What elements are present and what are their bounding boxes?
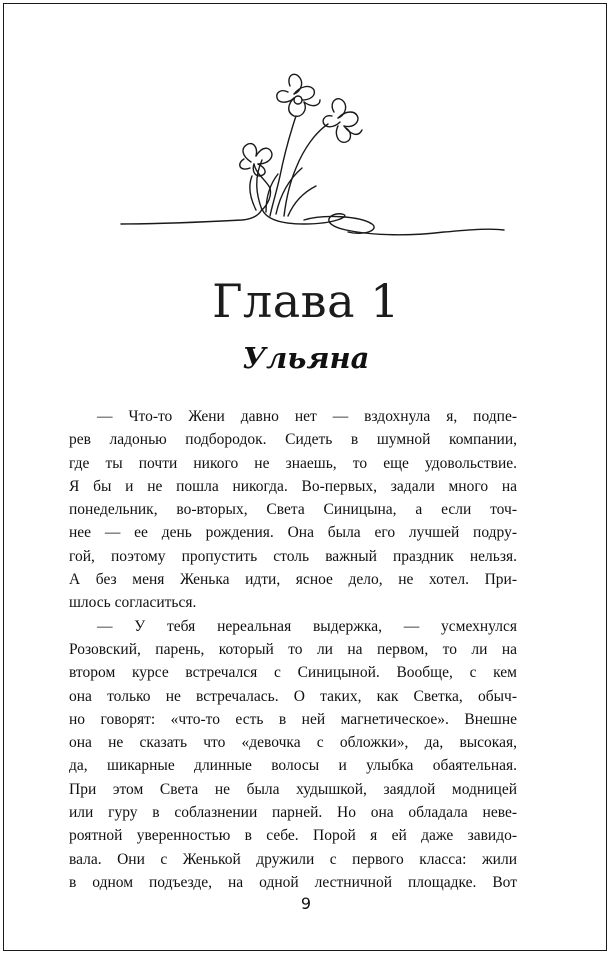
text-line: где ты почти никого не знаешь, то еще удовольствие. bbox=[69, 454, 517, 472]
text-line: А без меня Женька идти, ясное дело, не хотел. При- bbox=[69, 571, 517, 589]
text-line: роятной уверенностью в себе. Порой я ей даже завидо- bbox=[69, 827, 517, 845]
text-line: понедельник, во-вторых, Света Синицына, а если точ- bbox=[69, 501, 517, 519]
text-line: или гуру в соблазнении парней. Но она обладала неве- bbox=[69, 804, 517, 822]
book-page bbox=[3, 3, 607, 951]
text-line: гой, поэтому пропустить столь важный праздник нельзя. bbox=[69, 547, 517, 565]
text-line: Я бы и не пошла никогда. Во-первых, задали много на bbox=[69, 477, 517, 495]
text-line: — У тебя нереальная выдержка, — усмехнулся bbox=[97, 617, 517, 635]
text-line: — Что-то Жени давно нет — вздохнула я, подпе- bbox=[97, 408, 517, 425]
text-line: но говорят: «что-то есть в ней магнетическое». Внешне bbox=[69, 710, 517, 728]
text-line: она не сказать что «девочка с обложки», да, высокая, bbox=[69, 734, 517, 752]
text-line: шлось согласиться. bbox=[69, 594, 197, 612]
chapter-subtitle: Ульяна bbox=[242, 341, 370, 375]
text-line: вала. Они с Женькой дружили с первого класса: жили bbox=[69, 850, 517, 868]
daffodil-line-art-icon bbox=[4, 64, 607, 264]
body-text bbox=[69, 405, 517, 894]
text-line: Розовский, парень, который то ли на первом, то ли на bbox=[69, 640, 517, 658]
text-line: в одном подъезде, на одной лестничной площадке. Вот bbox=[69, 873, 517, 891]
text-line: При этом Света не была худышкой, заядлой модницей bbox=[69, 780, 517, 798]
text-line: втором курсе встречался с Синицыной. Вообще, с кем bbox=[69, 664, 517, 682]
text-line: да, шикарные длинные волосы и улыбка обаятельная. bbox=[69, 757, 517, 775]
text-line: нее — ее день рождения. Она была его лучшей подру- bbox=[69, 524, 517, 542]
text-line: она только не встречалась. О таких, как Светка, обыч- bbox=[69, 687, 517, 705]
chapter-title: Глава 1 bbox=[212, 274, 400, 328]
page-number: 9 bbox=[300, 894, 312, 913]
text-line: рев ладонью подбородок. Сидеть в шумной компании, bbox=[69, 431, 517, 449]
